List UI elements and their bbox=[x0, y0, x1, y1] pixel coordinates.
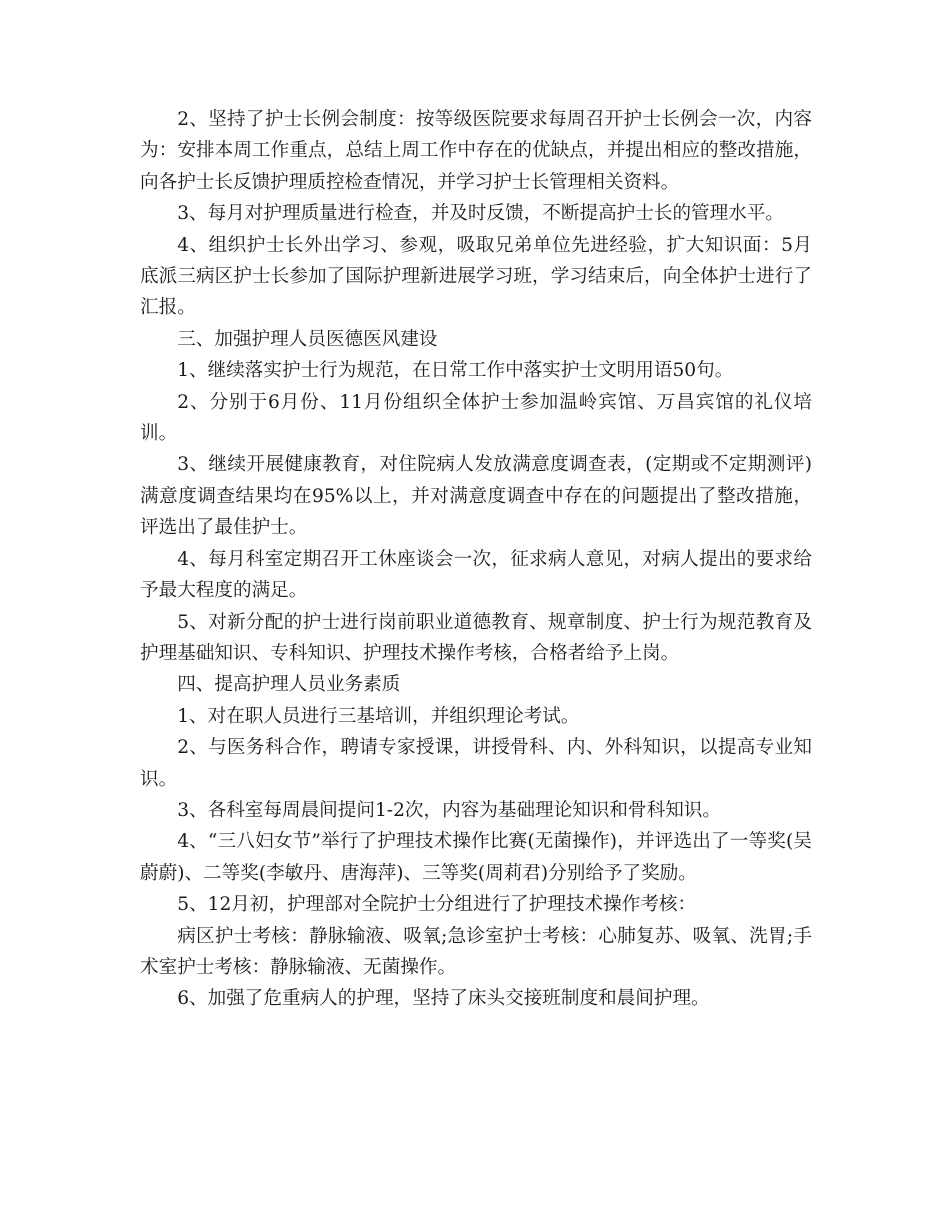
paragraph: 2、分别于6月份、11月份组织全体护士参加温岭宾馆、万昌宾馆的礼仪培训。 bbox=[140, 391, 812, 445]
paragraph: 6、加强了危重病人的护理，坚持了床头交接班制度和晨间护理。 bbox=[177, 988, 710, 1010]
paragraph: 4、每月科室定期召开工休座谈会一次，征求病人意见，对病人提出的要求给予最大程度的满足。 bbox=[140, 548, 812, 602]
paragraph: 4、组织护士长外出学习、参观，吸取兄弟单位先进经验，扩大知识面：5月底派三病区护士长参加了国际护理新进展学习班，学习结束后，向全体护士进行了汇报。 bbox=[140, 234, 812, 319]
paragraph: 3、继续开展健康教育，对住院病人发放满意度调查表，(定期或不定期测评)满意度调查结果均在95%以上，并对满意度调查中存在的问题提出了整改措施，评选出了最佳护士。 bbox=[140, 454, 812, 539]
paragraph: 5、12月初，护理部对全院护士分组进行了护理技术操作考核： bbox=[177, 894, 697, 916]
paragraph: 3、每月对护理质量进行检查，并及时反馈，不断提高护士长的管理水平。 bbox=[177, 203, 785, 225]
section-heading: 三、加强护理人员医德医风建设 bbox=[177, 328, 438, 350]
paragraph: 3、各科室每周晨间提问1-2次，内容为基础理论知识和骨科知识。 bbox=[177, 799, 721, 821]
paragraph: 1、继续落实护士行为规范，在日常工作中落实护士文明用语50句。 bbox=[177, 360, 734, 382]
paragraph: 2、坚持了护士长例会制度：按等级医院要求每周召开护士长例会一次，内容为：安排本周工作重点，总结上周工作中存在的优缺点，并提出相应的整改措施，向各护士长反馈护理质控检查情况，并学习护士长管理相关资料。 bbox=[140, 109, 812, 193]
paragraph: 1、对在职人员进行三基培训，并组织理论考试。 bbox=[177, 705, 580, 727]
paragraph: 4、“三八妇女节”举行了护理技术操作比赛(无菌操作)，并评选出了一等奖(吴蔚蔚)、二等奖(李敏丹、唐海萍)、三等奖(周莉君)分别给予了奖励。 bbox=[140, 831, 812, 884]
paragraph: 2、与医务科合作，聘请专家授课，讲授骨科、内、外科知识，以提高专业知识。 bbox=[140, 737, 812, 790]
document-body bbox=[140, 104, 812, 1015]
section-heading: 四、提高护理人员业务素质 bbox=[177, 674, 401, 696]
paragraph: 5、对新分配的护士进行岗前职业道德教育、规章制度、护士行为规范教育及护理基础知识、专科知识、护理技术操作考核，合格者给予上岗。 bbox=[140, 611, 812, 664]
paragraph: 病区护士考核：静脉输液、吸氧;急诊室护士考核：心肺复苏、吸氧、洗胃;手术室护士考核：静脉输液、无菌操作。 bbox=[140, 925, 812, 978]
